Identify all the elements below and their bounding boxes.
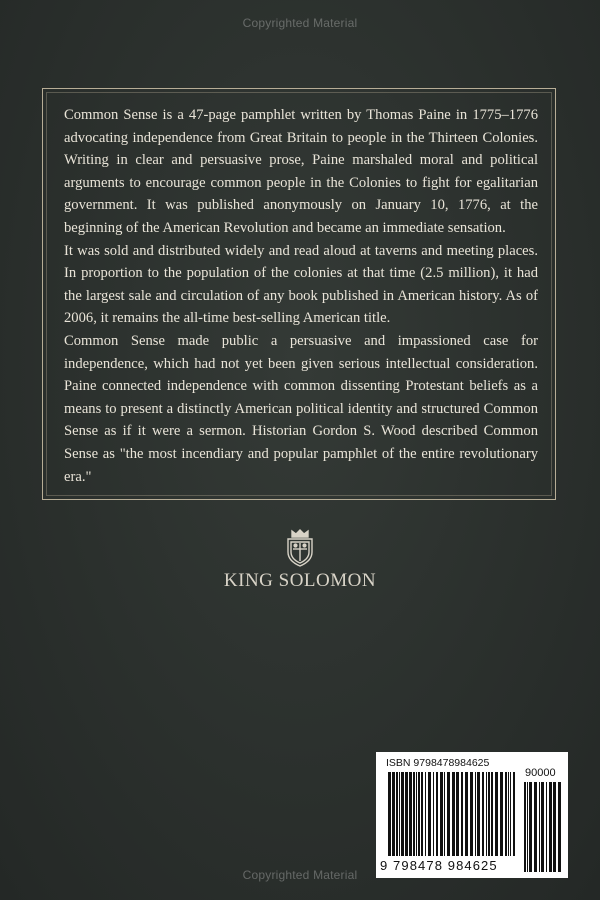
barcode-addon-bar (558, 782, 561, 872)
barcode-bar (444, 772, 445, 856)
barcode-bar (495, 772, 498, 856)
barcode-bar (416, 772, 417, 856)
barcode-addon-bar (534, 782, 537, 872)
barcode-bar (428, 772, 431, 856)
crowned-shield-icon (283, 528, 317, 568)
isbn-label: ISBN 9798478984625 (386, 757, 490, 769)
barcode-bar (388, 772, 391, 856)
barcode-addon-bar (539, 782, 540, 872)
barcode-bar (482, 772, 484, 856)
barcode-bar (470, 772, 473, 856)
barcode-bar (486, 772, 487, 856)
barcode-bar (401, 772, 404, 856)
blurb-paragraph-1: Common Sense is a 47-page pamphlet written by Thomas Paine in 1775–1776 advocating independence from Great Britain to people in the Thirteen Colonies. Writing in clear and persuasive prose, Paine marshaled moral and political arguments to encourage common people in the Colonies to fight for egalitarian government. It was published anonymously on January 10, 1776, at the beginning of the American Revolution and became an immediate sensation. (64, 107, 538, 236)
barcode-bar (447, 772, 450, 856)
watermark-bottom: Copyrighted Material (242, 868, 358, 882)
barcode-bar (396, 772, 398, 856)
barcode-bar (405, 772, 408, 856)
barcode-bar (505, 772, 507, 856)
barcode-bar (409, 772, 412, 856)
barcode-addon-bar (549, 782, 552, 872)
barcode-bar (421, 772, 423, 856)
barcode-bar (510, 772, 511, 856)
barcode-bar (436, 772, 438, 856)
barcode-addon-bar (529, 782, 532, 872)
barcode-digits: 9 798478 984625 (380, 858, 498, 873)
barcode-bar (488, 772, 490, 856)
barcode-bar (413, 772, 415, 856)
barcode-addon-bar (553, 782, 556, 872)
barcode-bar (500, 772, 503, 856)
barcode-bar (399, 772, 400, 856)
barcode-bar (513, 772, 515, 856)
barcode-bar (418, 772, 420, 856)
barcode-bar (456, 772, 459, 856)
barcode-bar (425, 772, 426, 856)
barcode-bar (392, 772, 395, 856)
barcode-addon-bar (524, 782, 526, 872)
barcode-bar (475, 772, 476, 856)
barcode-bar (440, 772, 443, 856)
blurb-text (64, 104, 538, 488)
barcode-bar (477, 772, 480, 856)
publisher-name: KING SOLOMON (223, 570, 377, 591)
isbn-barcode (376, 752, 568, 878)
barcode-addon-bar (541, 782, 544, 872)
barcode-addon-bar (527, 782, 528, 872)
barcode-bar (433, 772, 434, 856)
barcode-bar (491, 772, 493, 856)
barcode-bar (461, 772, 463, 856)
price-code: 90000 (525, 767, 556, 779)
barcode-bar (452, 772, 455, 856)
watermark-top: Copyrighted Material (242, 16, 358, 30)
barcode-bar (508, 772, 509, 856)
blurb-paragraph-3: Common Sense made public a persuasive and impassioned case for independence, which had not yet been given serious intellectual consideration. Paine connected independence with common dissenting Protestant beliefs as a means to present a distinctly American political identity and structured Common Sense as if it were a sermon. Historian Gordon S. Wood described Common Sense as "the most incendiary and popular pamphlet of the entire revolutionary era." (64, 332, 538, 485)
blurb-paragraph-2: It was sold and distributed widely and read aloud at taverns and meeting places. In proportion to the population of the colonies at that time (2.5 million), it had the largest sale and circulation of any book published in American history. As of 2006, it remains the all-time best-selling American title. (64, 242, 538, 327)
barcode-bar (465, 772, 468, 856)
barcode-addon-bar (546, 782, 547, 872)
